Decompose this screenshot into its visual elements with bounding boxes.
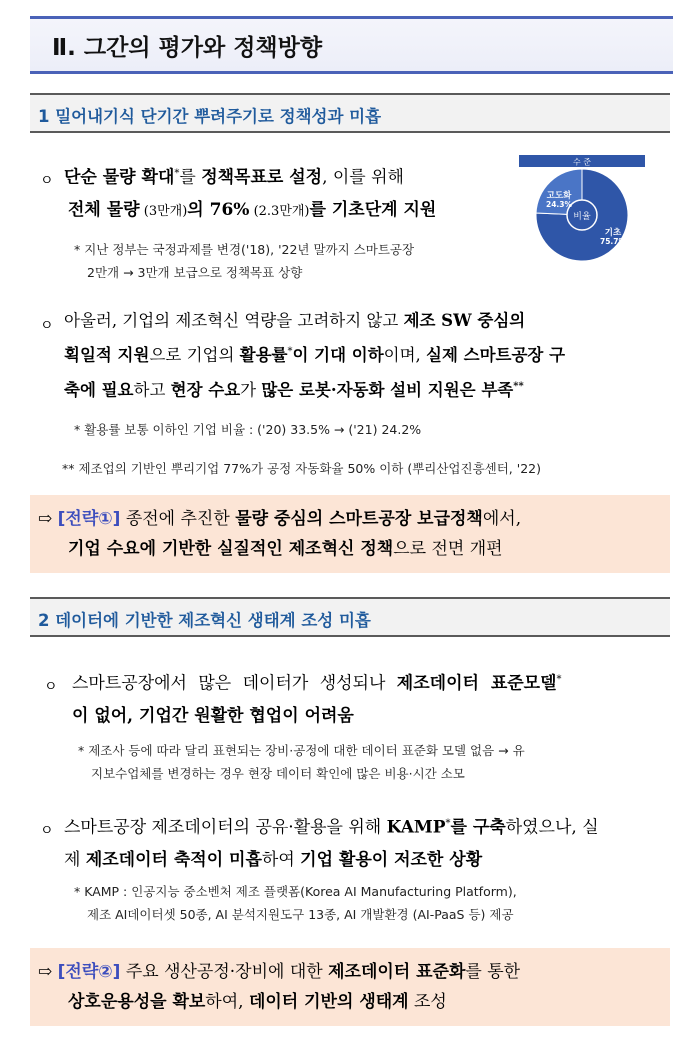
bullet: ㅇ: [40, 173, 54, 189]
s1-paragraph-1: 단순 물량 확대*를 정책목표로 설정, 이를 위해 전체 물량 (3만개)의 76% (2.3만개)를 기초단계 지원: [64, 167, 437, 220]
s1-note-1: * 지난 정부는 국정과제를 변경('18), '22년 말까지 스마트공장 2만개 → 3만개 보급으로 정책목표 상향: [74, 242, 415, 280]
pie-value-advanced: 24.3%: [545, 200, 573, 209]
strategy-1-box: [30, 495, 670, 573]
section-2-title: 2 데이터에 기반한 제조혁신 생태계 조성 미흡: [38, 611, 371, 630]
strategy-2-line-1: ⇨ [전략②] 주요 생산공정·장비에 대한 제조데이터 표준화를 통한: [38, 962, 521, 982]
pie-label-basic: 기초: [604, 228, 622, 238]
title-banner: [30, 16, 673, 74]
strategy-1-line-1: ⇨ [전략①] 종전에 추진한 물량 중심의 스마트공장 보급정책에서,: [38, 509, 522, 529]
section-1-title: 1 밀어내기식 단기간 뿌려주기로 정책성과 미흡: [38, 107, 382, 126]
strategy-1-tag: [전략①]: [57, 509, 121, 529]
s2-paragraph-1: 스마트공장에서 많은 데이터가 생성되나 제조데이터 표준모델* 이 없어, 기업간 원활한 협업이 어려움: [72, 673, 562, 726]
strategy-2-box: [30, 948, 670, 1026]
bullet: ㅇ: [40, 823, 54, 839]
section-1-heading: [30, 93, 670, 133]
bullet: ㅇ: [44, 679, 58, 695]
s2-note-2: * KAMP : 인공지능 중소벤처 제조 플랫폼(Korea AI Manufacturing Platform), 제조 AI데이터셋 50종, AI 분석지원도구 13종, AI 개발환경 (AI-PaaS 등) 제공: [74, 884, 517, 922]
strategy-1-line-2: 기업 수요에 기반한 실질적인 제조혁신 정책으로 전면 개편: [68, 539, 503, 559]
arrow-icon: ⇨: [38, 509, 53, 529]
s1-note-3: ** 제조업의 기반인 뿌리기업 77%가 공정 자동화율 50% 이하 (뿌리산업진흥센터, '22): [62, 461, 541, 476]
s2-note-1: * 제조사 등에 따라 달리 표현되는 장비·공정에 대한 데이터 표준화 모델 없음 → 유 지보수업체를 변경하는 경우 현장 데이터 확인에 많은 비용·시간 소모: [78, 743, 525, 781]
pie-label-advanced: 고도화: [546, 191, 572, 201]
s1-note-2: * 활용률 보통 이하인 기업 비율 : ('20) 33.5% → ('21) 24.2%: [74, 422, 422, 437]
strategy-2-tag: [전략②]: [57, 962, 121, 982]
section-2-heading: [30, 597, 670, 637]
arrow-icon: ⇨: [38, 962, 53, 982]
s2-paragraph-2: 스마트공장 제조데이터의 공유·활용을 위해 KAMP*를 구축하였으나, 실 제 제조데이터 축적이 미흡하여 기업 활용이 저조한 상황: [64, 817, 599, 870]
level-pie-chart: [519, 155, 645, 267]
strategy-2-line-2: 상호운용성을 확보하여, 데이터 기반의 생태계 조성: [68, 992, 447, 1012]
pie-center-label: 비율: [573, 212, 591, 222]
pie-value-basic: 75.7%: [599, 237, 627, 246]
pie-header: 수 준: [573, 157, 591, 167]
bullet: ㅇ: [40, 318, 54, 334]
page-title: Ⅱ. 그간의 평가와 정책방향: [52, 35, 323, 61]
s1-paragraph-2: 아울러, 기업의 제조혁신 역량을 고려하지 않고 제조 SW 중심의 획일적 지원으로 기업의 활용률*이 기대 이하이며, 실제 스마트공장 구 축에 필요하고 현장 수요가 많은 로봇·자동화 설비 지원은 부족**: [64, 311, 566, 399]
